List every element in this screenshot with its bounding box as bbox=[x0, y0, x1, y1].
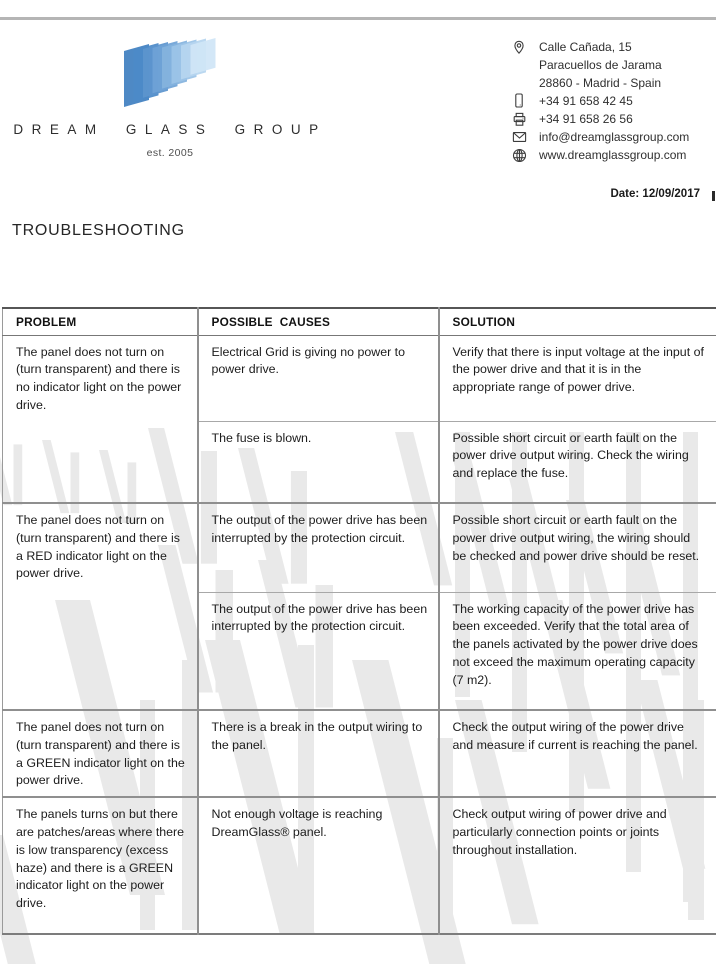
problem-cell: The panels turns on but there are patches/areas where there is low transparency (excess haze) and there is a GREEN indicator light on the power drive. bbox=[3, 797, 198, 934]
problem-cell: The panel does not turn on (turn transparent) and there is a RED indicator light on the power drive. bbox=[3, 503, 198, 710]
globe-icon bbox=[512, 146, 539, 164]
phone-number: +34 91 658 42 45 bbox=[539, 94, 633, 108]
page-title: TROUBLESHOOTING bbox=[12, 222, 185, 239]
document-date: Date: 12/09/2017 bbox=[610, 188, 700, 200]
column-header-solution: SOLUTION bbox=[439, 308, 716, 335]
cause-cell: Electrical Grid is giving no power to power drive. bbox=[198, 335, 439, 421]
table-row bbox=[3, 335, 716, 421]
cropped-edge-mark bbox=[712, 191, 715, 201]
mobile-phone-icon bbox=[512, 92, 539, 110]
top-divider-rule bbox=[0, 17, 716, 20]
cause-cell: The output of the power drive has been interrupted by the protection circuit. bbox=[198, 503, 439, 592]
column-header-possible-causes: POSSIBLE CAUSES bbox=[198, 308, 439, 335]
solution-cell: The working capacity of the power drive has been exceeded. Verify that the total area of the panels activated by the power drive does not exceed the maximum operating capacity (7 m2). bbox=[439, 592, 716, 710]
table-row bbox=[3, 710, 716, 797]
spacer bbox=[512, 74, 539, 92]
cause-cell: The fuse is blown. bbox=[198, 421, 439, 503]
table-header-row bbox=[3, 308, 716, 335]
troubleshooting-table bbox=[2, 307, 716, 935]
email-address: info@dreamglassgroup.com bbox=[539, 130, 690, 144]
cause-cell: The output of the power drive has been interrupted by the protection circuit. bbox=[198, 592, 439, 710]
fax-number: +34 91 658 26 56 bbox=[539, 112, 633, 126]
brand-name: DREAM GLASS GROUP bbox=[13, 122, 327, 137]
address-line: Paracuellos de Jarama bbox=[539, 58, 662, 72]
fax-printer-icon bbox=[512, 110, 539, 128]
problem-cell: The panel does not turn on (turn transparent) and there is a GREEN indicator light on the power drive. bbox=[3, 710, 198, 797]
dream-glass-logo-icon bbox=[118, 38, 222, 114]
cause-cell: There is a break in the output wiring to the panel. bbox=[198, 710, 439, 797]
contact-block bbox=[512, 38, 689, 164]
troubleshooting-table-wrap bbox=[2, 307, 716, 935]
problem-cell: The panel does not turn on (turn transparent) and there is no indicator light on the power drive. bbox=[16, 344, 182, 412]
spacer bbox=[512, 56, 539, 74]
solution-cell: Check the output wiring of the power drive and measure if current is reaching the panel. bbox=[439, 710, 716, 797]
email-envelope-icon bbox=[512, 128, 539, 146]
address-line: 28860 - Madrid - Spain bbox=[539, 76, 662, 90]
column-header-problem: PROBLEM bbox=[3, 308, 198, 335]
location-pin-icon bbox=[512, 38, 539, 56]
solution-cell: Verify that there is input voltage at the input of the power drive and that it is in the appropriate range of power drive. bbox=[439, 335, 716, 421]
cause-cell: Not enough voltage is reaching DreamGlass® panel. bbox=[198, 797, 439, 934]
brand-established: est. 2005 bbox=[146, 147, 194, 159]
table-row bbox=[3, 503, 716, 592]
table-row bbox=[3, 797, 716, 934]
solution-cell: Possible short circuit or earth fault on the power drive output wiring, the wiring should be checked and power drive should be reset. bbox=[439, 503, 716, 592]
address-line: Calle Cañada, 15 bbox=[539, 40, 632, 54]
solution-cell: Possible short circuit or earth fault on the power drive output wiring. Check the wiring and replace the fuse. bbox=[439, 421, 716, 503]
website-url: www.dreamglassgroup.com bbox=[539, 148, 687, 162]
solution-cell: Check output wiring of power drive and particularly connection points or joints throughout installation. bbox=[439, 797, 716, 934]
